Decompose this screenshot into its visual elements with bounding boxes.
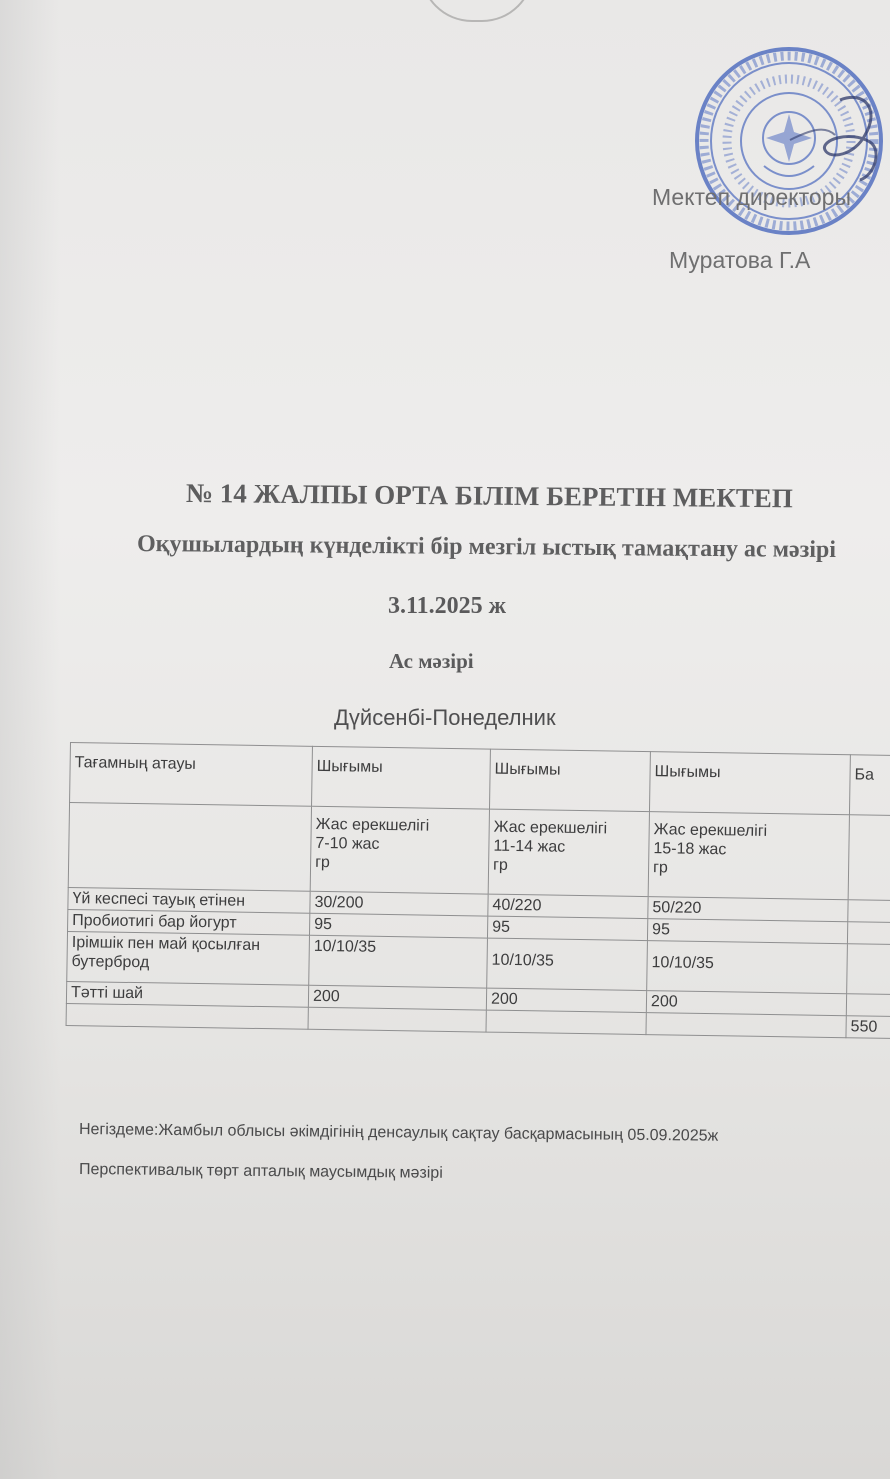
unit-label: гр [652,859,668,877]
column-header: Шығымы [649,752,850,815]
director-title: Мектеп директоры [652,184,852,210]
portion-cell: 95 [309,913,487,938]
table-cell [847,922,890,945]
portion-cell: 200 [646,991,846,1016]
menu-heading: Ас мәзірі [389,649,474,673]
table-cell [308,1007,486,1032]
age-group-cell [648,812,849,900]
weekday-label: Дүйсенбі-Понеделник [334,705,556,730]
school-name: № 14 ЖАЛПЫ ОРТА БІЛІМ БЕРЕТІН МЕКТЕП [185,478,794,514]
total-value: 550 [846,1016,890,1039]
binder-hole-mark [420,0,534,22]
column-header: Шығымы [312,746,491,809]
dish-name: Ірімшік пен май қосылған бутерброд [67,931,310,985]
unit-label: гр [492,856,508,874]
portion-cell: 10/10/35 [309,935,488,988]
age-group-row [68,803,890,901]
age-group-label: Жас ерекшелігі [653,821,768,840]
table-cell [848,815,890,901]
portion-cell: 200 [486,988,646,1013]
age-group-cell [488,809,649,897]
portion-cell: 10/10/35 [487,938,648,991]
table-cell [847,944,890,995]
plan-note: Перспективалық төрт апталық маусымдық мәзірі [78,1161,443,1182]
age-group-label: Жас ерекшелігі [315,815,430,835]
table-cell [66,1003,308,1029]
column-header: Ба [849,755,890,816]
table-cell [68,803,311,892]
director-signature [770,80,890,200]
menu-table-container [66,742,890,1035]
portion-cell: 95 [487,916,647,941]
table-cell [646,1013,846,1038]
table-cell [486,1010,646,1035]
table-cell [846,994,890,1017]
portion-cell: 40/220 [488,894,648,919]
dish-name: Үй кеспесі тауық етінен [68,887,310,913]
menu-date: 3.11.2025 ж [388,593,507,619]
menu-table [66,742,890,1039]
column-header: Шығымы [489,749,650,812]
basis-note: Негіздеме:Жамбыл облысы әкімдігінің денсаулық сақтау басқармасының 05.09.2025ж [78,1121,719,1145]
portion-cell: 30/200 [310,891,488,916]
dish-name: Тәтті шай [66,981,308,1007]
portion-cell: 10/10/35 [647,941,848,994]
director-name: Муратова Г.А [669,247,811,273]
portion-cell: 200 [308,985,486,1010]
age-range: 7-10 жас [315,834,380,853]
portion-cell: 50/220 [648,897,848,922]
age-range: 15-18 жас [653,840,727,859]
dish-name: Пробиотигі бар йогурт [68,909,310,935]
page-shadow [0,0,60,1479]
age-group-cell [310,806,489,894]
portion-cell: 95 [647,919,847,944]
age-range: 11-14 жас [493,837,566,856]
table-cell [848,900,890,923]
age-group-label: Жас ерекшелігі [493,818,608,838]
unit-label: гр [315,853,331,872]
column-header: Тағамның атауы [70,743,313,807]
document-subtitle: Оқушылардың күнделікті бір мезгіл ыстық тамақтану ас мәзірі [136,531,837,564]
